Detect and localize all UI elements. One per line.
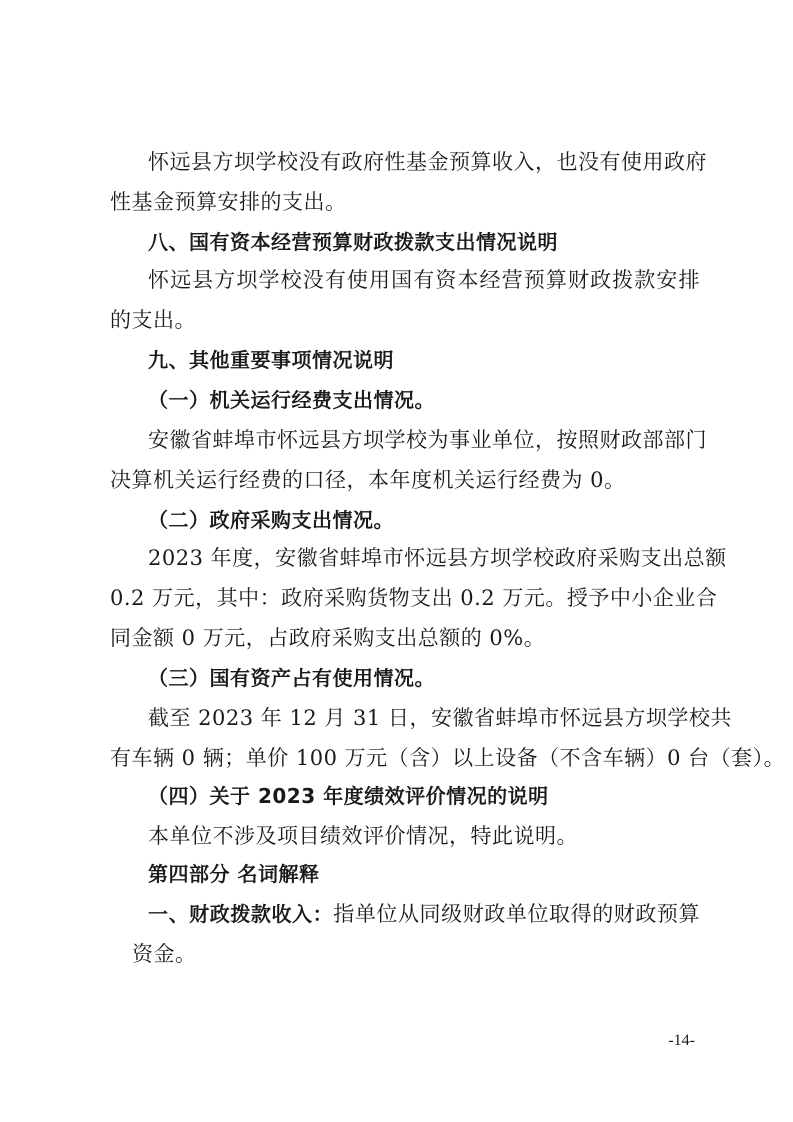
subsection-heading-2: （二）政府采购支出情况。 (148, 508, 394, 532)
paragraph-line: 性基金预算安排的支出。 (110, 190, 347, 214)
section-heading-8: 八、国有资本经营预算财政拨款支出情况说明 (148, 230, 558, 254)
section-heading-9: 九、其他重要事项情况说明 (148, 348, 394, 372)
paragraph-line: 的支出。 (110, 308, 196, 332)
subsection-heading-3: （三）国有资产占有使用情况。 (148, 666, 435, 690)
paragraph-line: 截至 2023 年 12 月 31 日，安徽省蚌埠市怀远县方坝学校共 (148, 706, 732, 730)
paragraph-line: 怀远县方坝学校没有使用国有资本经营预算财政拨款安排 (148, 268, 700, 292)
definition-text: 指单位从同级财政单位取得的财政预算 (333, 902, 701, 926)
page-number: -14- (668, 1032, 695, 1049)
paragraph-line: 0.2 万元，其中：政府采购货物支出 0.2 万元。授予中小企业合 (110, 586, 718, 610)
paragraph-line: 决算机关运行经费的口径，本年度机关运行经费为 0。 (110, 468, 626, 492)
paragraph-line: 2023 年度，安徽省蚌埠市怀远县方坝学校政府采购支出总额 (148, 546, 727, 570)
paragraph-line: 同金额 0 万元，占政府采购支出总额的 0%。 (110, 626, 546, 650)
definition-line (148, 904, 700, 925)
paragraph-line: 安徽省蚌埠市怀远县方坝学校为事业单位，按照财政部部门 (148, 428, 707, 452)
subsection-heading-4: （四）关于 2023 年度绩效评价情况的说明 (148, 784, 549, 808)
paragraph-line: 本单位不涉及项目绩效评价情况，特此说明。 (148, 824, 578, 848)
definition-term: 一、财政拨款收入： (148, 902, 334, 926)
subsection-heading-1: （一）机关运行经费支出情况。 (148, 388, 435, 412)
paragraph-line: 有车辆 0 辆；单价 100 万元（含）以上设备（不含车辆）0 台（套）。 (110, 746, 786, 770)
part-heading: 第四部分 名词解释 (148, 862, 320, 886)
paragraph-line: 怀远县方坝学校没有政府性基金预算收入，也没有使用政府 (148, 150, 707, 174)
definition-continuation: 资金。 (132, 942, 197, 966)
